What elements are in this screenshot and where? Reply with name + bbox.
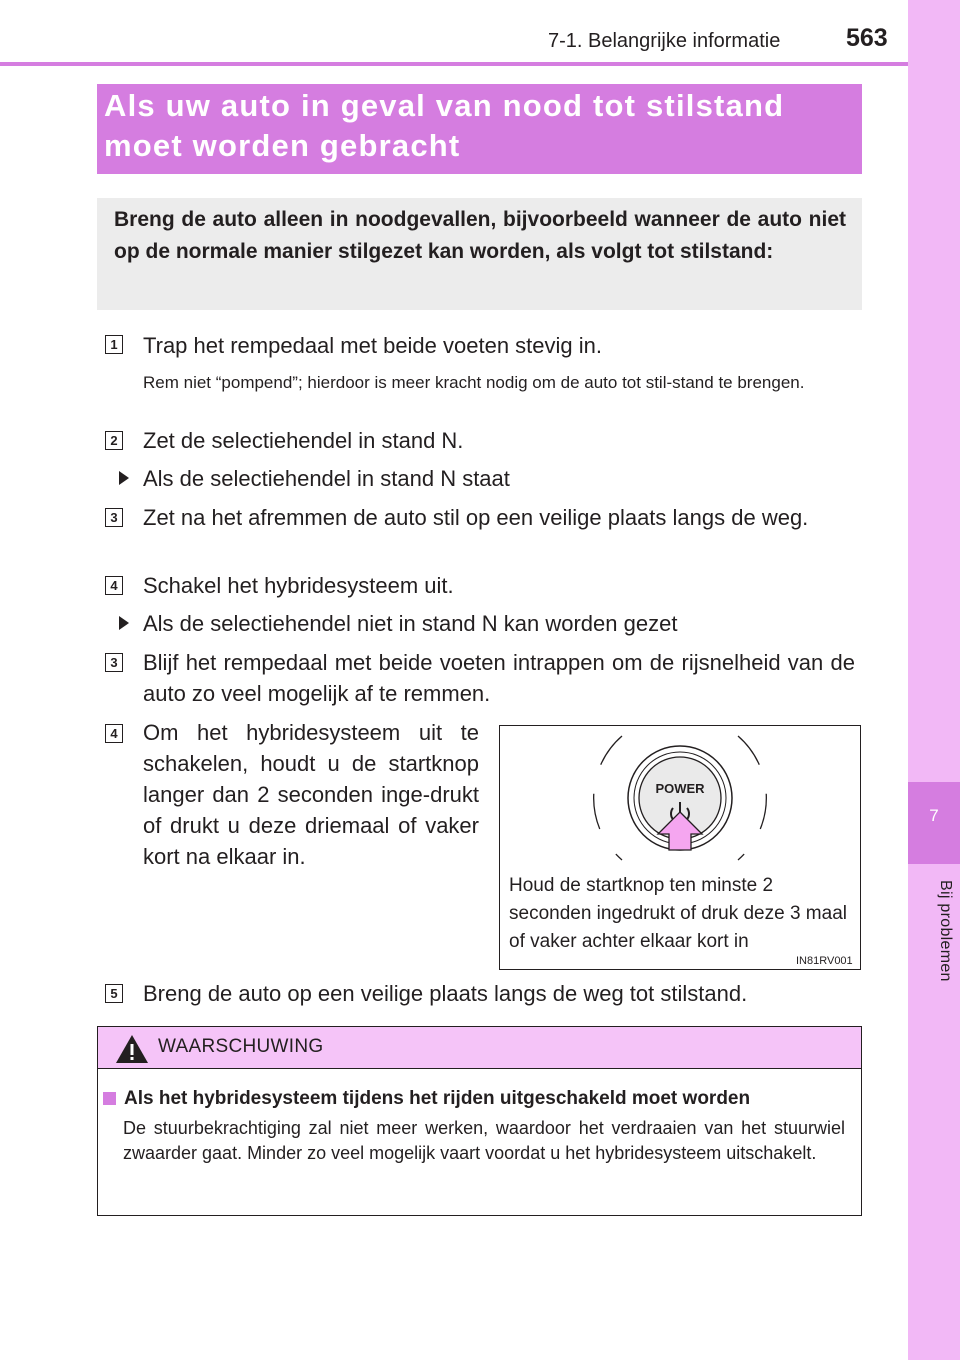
- step-number: 1: [105, 335, 123, 354]
- step-text: Schakel het hybridesysteem uit.: [143, 573, 454, 598]
- step-number: 2: [105, 431, 123, 450]
- step-number: 3: [105, 653, 123, 672]
- step-note: Rem niet “pompend”; hierdoor is meer kracht nodig om de auto tot stil-stand te brengen.: [143, 373, 805, 392]
- step-text: Breng de auto op een veilige plaats langs de weg tot stilstand.: [143, 981, 748, 1006]
- case-heading: Als de selectiehendel in stand N staat: [143, 466, 510, 491]
- triangle-bullet-icon: [119, 471, 129, 485]
- step-text: Om het hybridesysteem uit te schakelen, houdt u de startknop langer dan 2 seconden inge-drukt of drukt u deze driemaal of vaker kort na elkaar in.: [143, 720, 479, 869]
- header-divider: [0, 62, 908, 66]
- step-text: Trap het rempedaal met beide voeten stevig in.: [143, 333, 603, 358]
- section-title: 7-1. Belangrijke informatie: [548, 30, 781, 52]
- chapter-title: Bij problemen: [937, 880, 954, 982]
- step-number: 3: [105, 508, 123, 527]
- chapter-number: 7: [929, 806, 939, 825]
- figure-code: IN81RV001: [796, 955, 853, 967]
- figure-caption: Houd de startknop ten minste 2 seconden ingedrukt of druk deze 3 maal of vaker achter elkaar kort in: [509, 875, 847, 952]
- warning-icon: [115, 1034, 149, 1064]
- page-number: 563: [846, 24, 888, 52]
- side-tab-bar: [908, 0, 960, 1360]
- square-bullet-icon: [103, 1092, 116, 1105]
- page-heading: Als uw auto in geval van nood tot stilstand moet worden gebracht: [104, 88, 785, 163]
- power-button-label: POWER: [655, 781, 705, 796]
- step-number: 5: [105, 984, 123, 1003]
- power-button-illustration: [590, 728, 770, 868]
- warning-body: De stuurbekrachtiging zal niet meer werken, waardoor het verdraaien van het stuurwiel zwaarder gaat. Minder zo veel mogelijk vaart voordat u het hybridesysteem uitschakelt.: [123, 1118, 845, 1163]
- warning-label: WAARSCHUWING: [158, 1036, 324, 1057]
- case-heading: Als de selectiehendel niet in stand N kan worden gezet: [143, 611, 678, 636]
- triangle-bullet-icon: [119, 616, 129, 630]
- step-text: Zet de selectiehendel in stand N.: [143, 428, 464, 453]
- step-number: 4: [105, 724, 123, 743]
- warning-subheading: Als het hybridesysteem tijdens het rijden uitgeschakeld moet worden: [124, 1088, 751, 1109]
- step-text: Zet na het afremmen de auto stil op een veilige plaats langs de weg.: [143, 505, 809, 530]
- step-text: Blijf het rempedaal met beide voeten intrappen om de rijsnelheid van de auto zo veel mogelijk af te remmen.: [143, 650, 855, 706]
- step-number: 4: [105, 576, 123, 595]
- intro-text: Breng de auto alleen in noodgevallen, bijvoorbeeld wanneer de auto niet op de normale manier stilgezet kan worden, als volgt tot stilstand:: [114, 208, 846, 263]
